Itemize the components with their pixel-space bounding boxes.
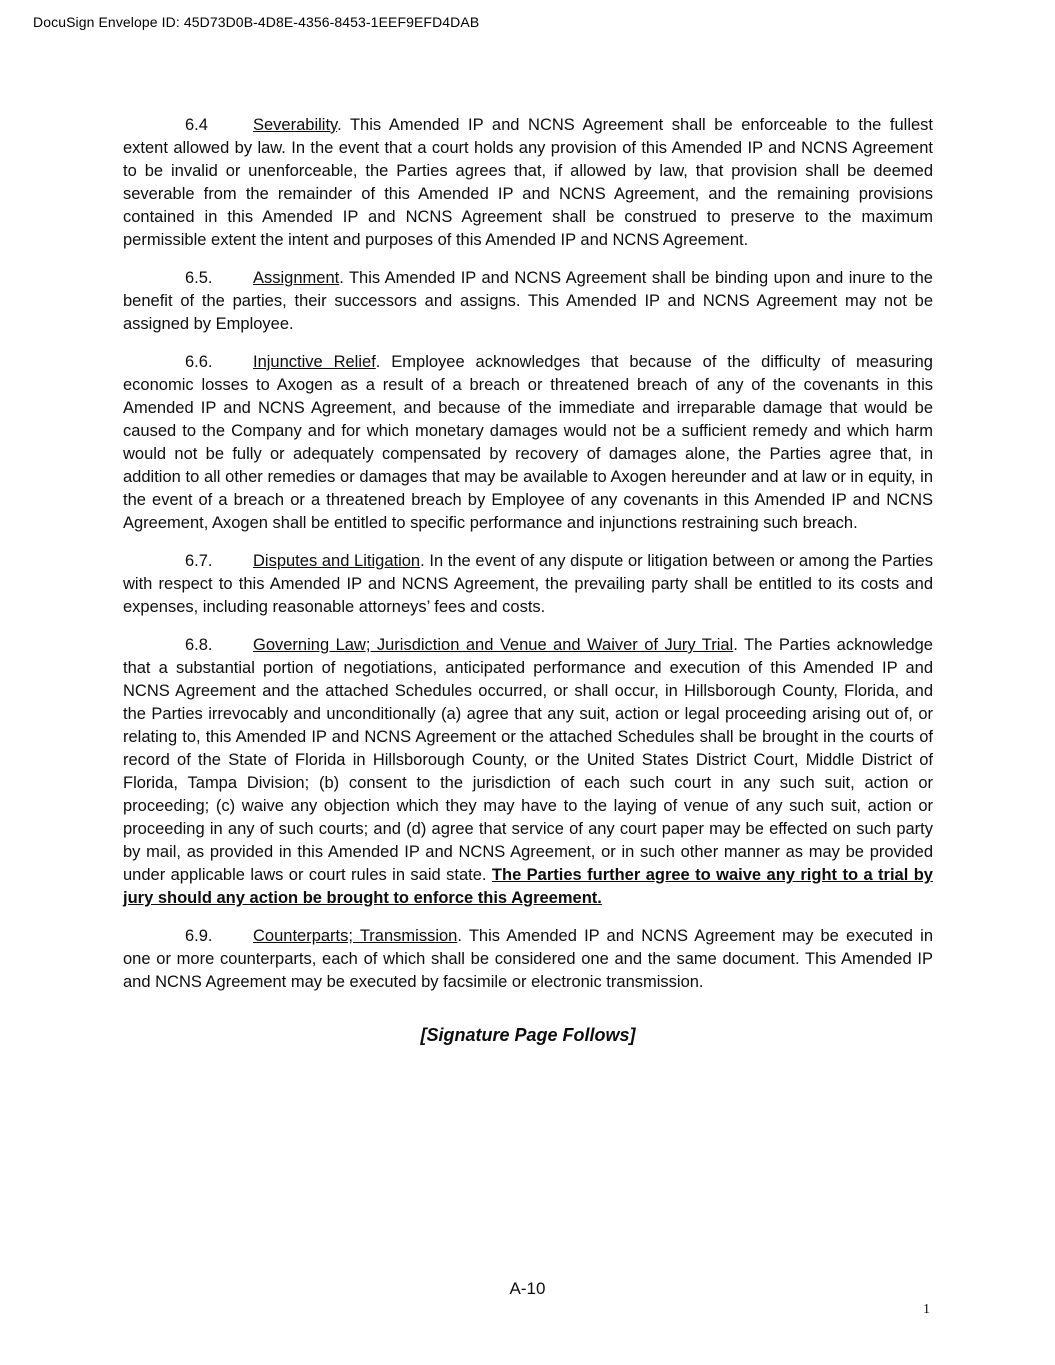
section-body-emphasis: The Parties further agree to waive any right to a trial by jury should any action be brought to enforce this Agreement. — [123, 866, 933, 907]
signature-page-note: [Signature Page Follows] — [420, 1025, 636, 1045]
section-number: 6.8. — [185, 636, 213, 654]
section-body: This Amended IP and NCNS Agreement shall be enforceable to the fullest extent allowed by law. In the event that a court holds any provision of this Amended IP and NCNS Agreement to be invalid or unenforceable, the Parties agrees that, if allowed by law, that provision shall be deemed severable from the remainder of this Amended IP and NCNS Agreement, and the remaining provisions contained in this Amended IP and NCNS Agreement shall be construed to preserve to the maximum permissible extent the intent and purposes of this Amended IP and NCNS Agreement. — [123, 116, 933, 249]
section-heading-period: . — [337, 116, 342, 134]
section-6-6 — [123, 351, 933, 535]
section-heading: Assignment — [253, 269, 340, 287]
section-heading: Severability — [253, 116, 338, 134]
section-number: 6.7. — [185, 552, 213, 570]
section-number: 6.4 — [185, 116, 208, 134]
section-heading: Disputes and Litigation — [253, 552, 421, 570]
section-body: This Amended IP and NCNS Agreement shall be binding upon and inure to the benefit of the parties, their successors and assigns. This Amended IP and NCNS Agreement may not be assigned by Employee. — [123, 269, 933, 333]
document-body — [123, 114, 933, 1047]
section-heading-period: . — [457, 927, 462, 945]
section-number: 6.9. — [185, 927, 213, 945]
section-heading: Injunctive Relief — [253, 353, 376, 371]
section-body: The Parties acknowledge that a substantial portion of negotiations, anticipated performance and execution of this Amended IP and NCNS Agreement and the attached Schedules occurred, or shall occur, in Hillsborough County, Florida, and the Parties irrevocably and unconditionally (a) agree that any suit, action or legal proceeding arising out of, or relating to, this Amended IP and NCNS Agreement or the attached Schedules shall be brought in the courts of record of the State of Florida in Hillsborough County, or the United States District Court, Middle District of Florida, Tampa Division; (b) consent to the jurisdiction of each such court in any such suit, action or proceeding; (c) waive any objection which they may have to the laying of venue of any such suit, action or proceeding in any of such courts; and (d) agree that service of any court paper may be effected on such party by mail, as provided in this Amended IP and NCNS Agreement, or in such other manner as may be provided under applicable laws or court rules in said state. — [123, 636, 933, 884]
appendix-page-label: A-10 — [509, 1279, 546, 1298]
page-number: 1 — [923, 1302, 930, 1317]
section-heading: Governing Law; Jurisdiction and Venue and Waiver of Jury Trial — [253, 636, 734, 654]
section-heading-period: . — [420, 552, 425, 570]
section-number: 6.6. — [185, 353, 213, 371]
section-6-4 — [123, 114, 933, 252]
section-6-5 — [123, 267, 933, 336]
section-6-9 — [123, 925, 933, 994]
section-heading: Counterparts; Transmission — [253, 927, 458, 945]
section-6-7 — [123, 550, 933, 619]
section-number: 6.5. — [185, 269, 213, 287]
section-6-8 — [123, 634, 933, 910]
section-body: Employee acknowledges that because of the difficulty of measuring economic losses to Axogen as a result of a breach or threatened breach of any of the covenants in this Amended IP and NCNS Agreement, and because of the immediate and irreparable damage that would be caused to the Company and for which monetary damages would not be a sufficient remedy and which harm would not be fully or adequately compensated by recovery of damages alone, the Parties agree that, in addition to all other remedies or damages that may be available to Axogen hereunder and at law or in equity, in the event of a breach or a threatened breach by Employee of any covenants in this Amended IP and NCNS Agreement, Axogen shall be entitled to specific performance and injunctions restraining such breach. — [123, 353, 933, 532]
section-body: In the event of any dispute or litigation between or among the Parties with respect to this Amended IP and NCNS Agreement, the prevailing party shall be entitled to its costs and expenses, including reasonable attorneys’ fees and costs. — [123, 552, 933, 616]
section-heading-period: . — [733, 636, 738, 654]
docusign-envelope-id: DocuSign Envelope ID: 45D73D0B-4D8E-4356-8453-1EEF9EFD4DAB — [33, 14, 480, 30]
section-heading-period: . — [375, 353, 381, 371]
section-heading-period: . — [339, 269, 344, 287]
section-body: This Amended IP and NCNS Agreement may be executed in one or more counterparts, each of which shall be considered one and the same document. This Amended IP and NCNS Agreement may be executed by facsimile or electronic transmission. — [123, 927, 934, 991]
